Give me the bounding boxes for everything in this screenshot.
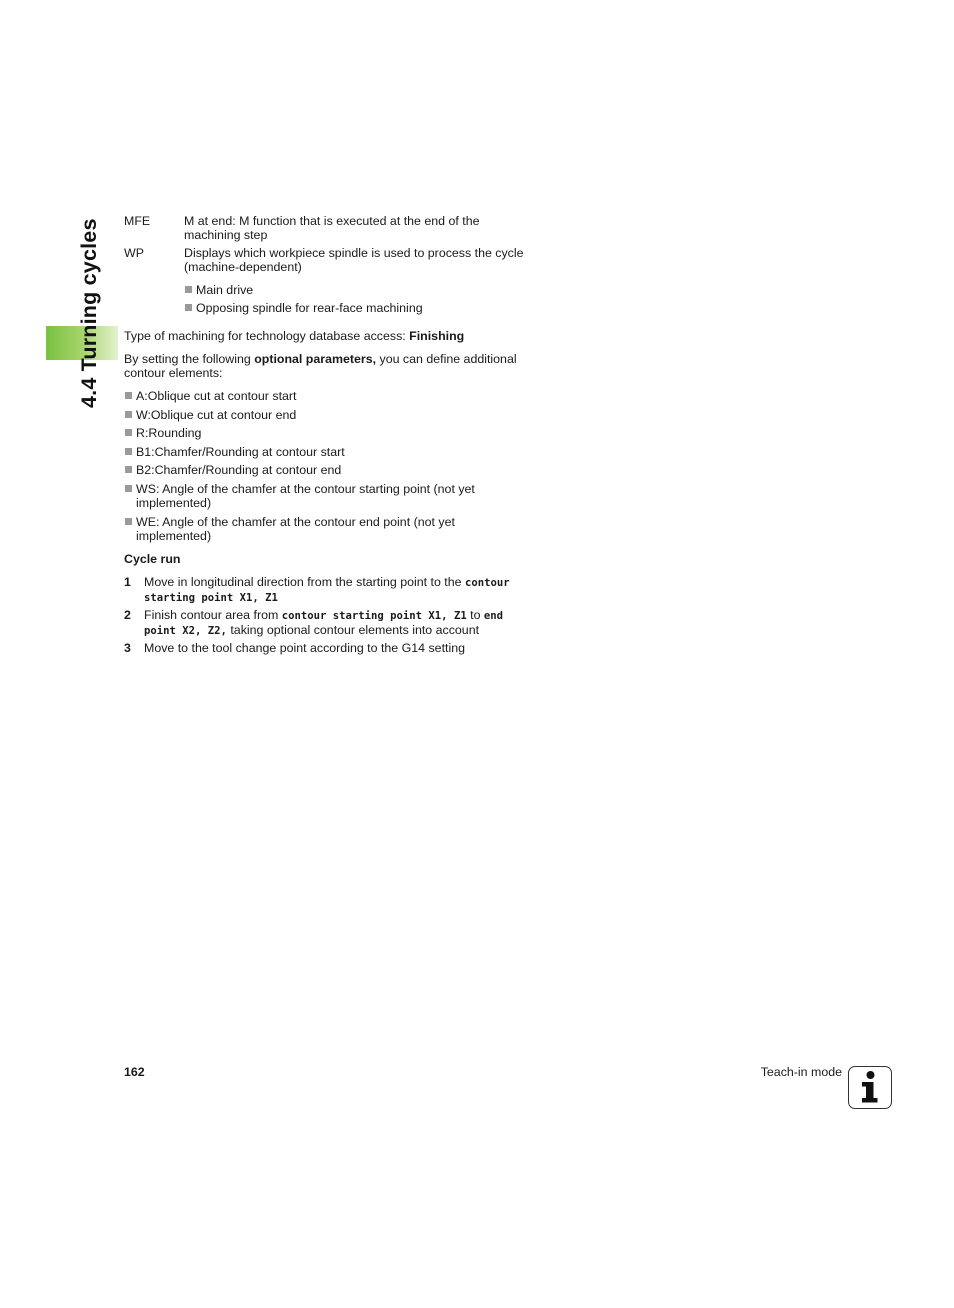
bullet-square-icon bbox=[185, 286, 192, 293]
bullet-square-icon bbox=[125, 466, 132, 473]
cycle-step: 2 Finish contour area from contour starting point X1, Z1 to end point X2, Z2, taking optional contour elements into account bbox=[124, 608, 504, 637]
optional-item: B1:Chamfer/Rounding at contour start bbox=[124, 445, 519, 459]
param-desc-mfe: M at end: M function that is executed at the end of the machining step bbox=[184, 214, 480, 242]
wp-option-item: Main drive bbox=[184, 283, 524, 297]
chapter-title-text: 4.4 Turning cycles bbox=[77, 218, 101, 408]
bullet-square-icon bbox=[185, 304, 192, 311]
machining-type-value: Finishing bbox=[409, 329, 465, 343]
param-term-mfe: MFE bbox=[124, 214, 151, 228]
step-number: 2 bbox=[124, 608, 131, 622]
bullet-square-icon bbox=[125, 518, 132, 525]
param-term-wp: WP bbox=[124, 246, 144, 260]
bullet-square-icon bbox=[125, 429, 132, 436]
optional-item: R:Rounding bbox=[124, 426, 519, 440]
bullet-square-icon bbox=[125, 448, 132, 455]
footer-section-title: Teach-in mode bbox=[760, 1065, 842, 1079]
step-number: 3 bbox=[124, 641, 131, 655]
info-glyph bbox=[849, 1067, 890, 1107]
bullet-square-icon bbox=[125, 485, 132, 492]
optional-item: W:Oblique cut at contour end bbox=[124, 408, 519, 422]
optional-item: A:Oblique cut at contour start bbox=[124, 389, 519, 403]
optional-params-intro: By setting the following optional parameters, you can define additional contour elements: bbox=[124, 352, 517, 380]
step-number: 1 bbox=[124, 575, 131, 589]
bullet-square-icon bbox=[125, 392, 132, 399]
cycle-step: 3 Move to the tool change point according to the G14 setting bbox=[124, 641, 465, 655]
param-desc-wp: Displays which workpiece spindle is used to process the cycle (machine-dependent) bbox=[184, 246, 524, 274]
info-icon[interactable] bbox=[848, 1066, 892, 1109]
optional-item: WS: Angle of the chamfer at the contour starting point (not yet implemented) bbox=[124, 482, 519, 510]
cycle-run-heading: Cycle run bbox=[124, 552, 181, 566]
bullet-square-icon bbox=[125, 411, 132, 418]
optional-item: WE: Angle of the chamfer at the contour end point (not yet implemented) bbox=[124, 515, 519, 543]
page-number: 162 bbox=[124, 1065, 145, 1079]
wp-option-item: Opposing spindle for rear-face machining bbox=[184, 301, 524, 315]
cycle-step: 1 Move in longitudinal direction from the starting point to the contour starting point X1, Z1 bbox=[124, 575, 510, 604]
machining-type-line: Type of machining for technology database access: Finishing bbox=[124, 329, 465, 343]
optional-item: B2:Chamfer/Rounding at contour end bbox=[124, 463, 519, 477]
